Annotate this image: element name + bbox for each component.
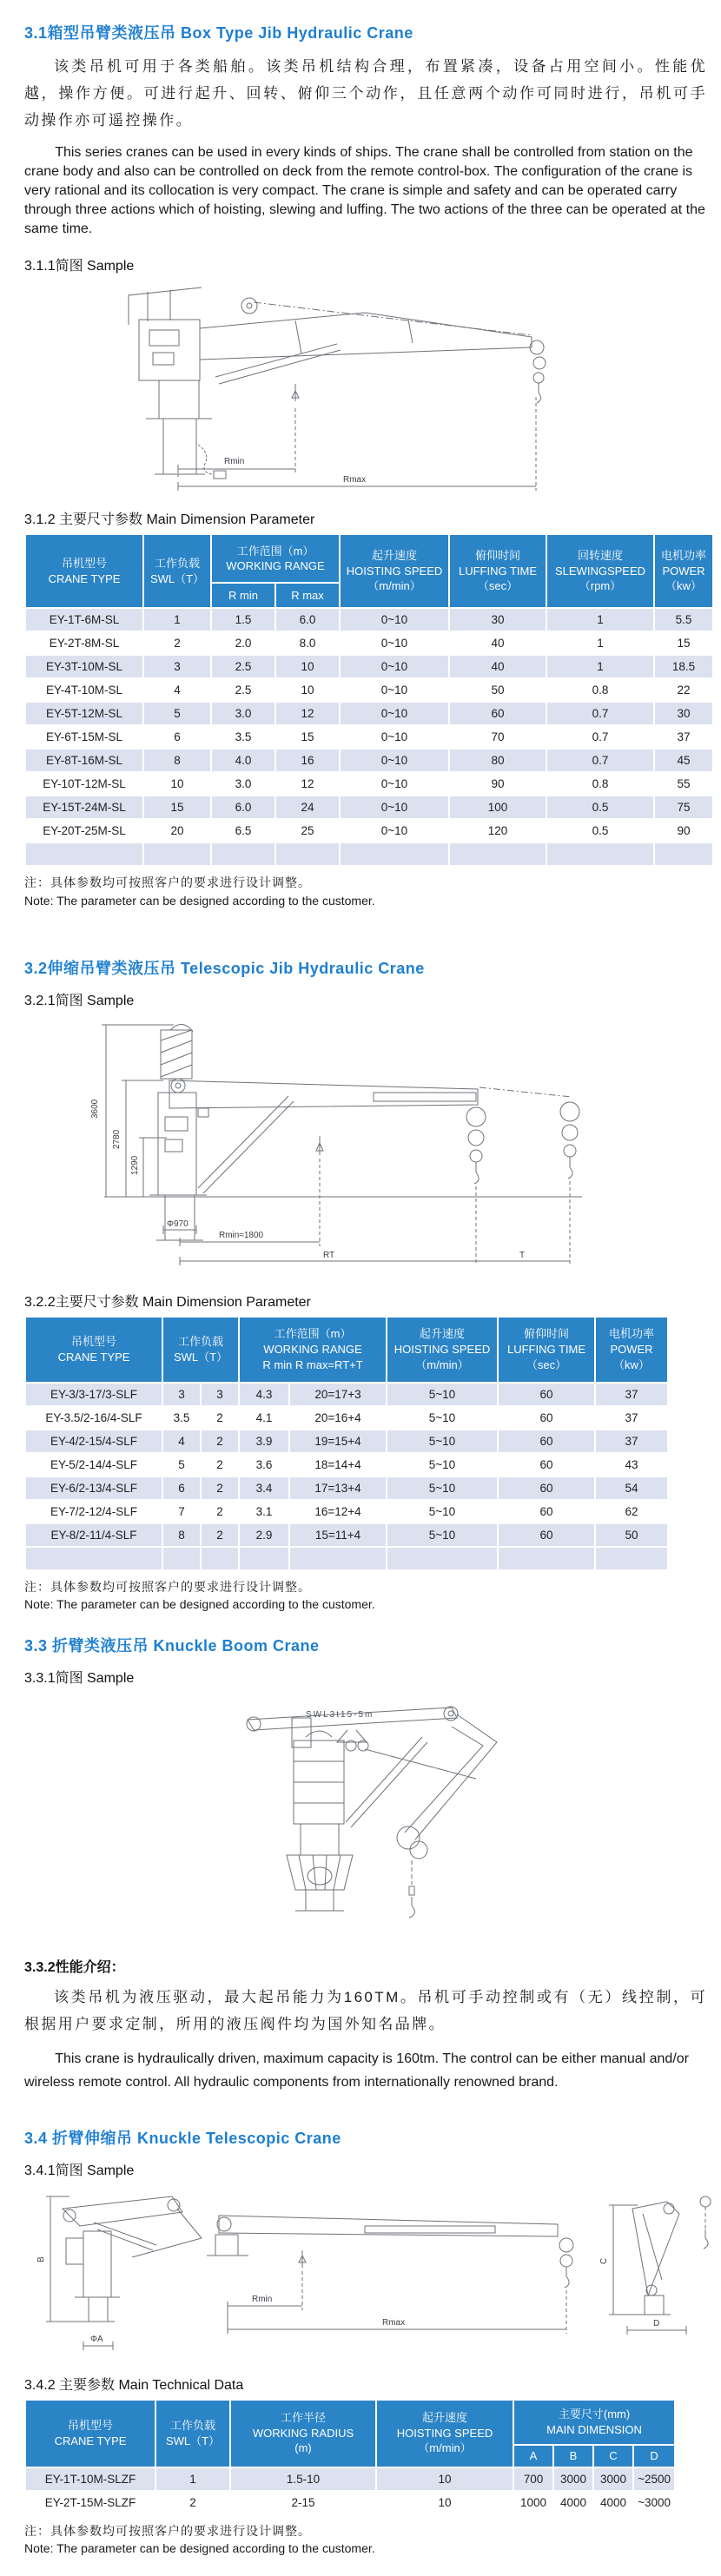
table-cell: 45 xyxy=(654,749,713,772)
table-cell: 8.0 xyxy=(275,631,340,655)
col-dim-a: A xyxy=(513,2445,553,2467)
table-cell: 2-15 xyxy=(230,2491,376,2514)
table-cell: 37 xyxy=(595,1383,668,1406)
table-cell: 30 xyxy=(449,608,546,631)
table-cell: ~2500 xyxy=(633,2467,675,2491)
table-row xyxy=(25,772,713,796)
knuckle-telescopic-crane-diagram xyxy=(0,2184,721,2358)
col-swl: 工作负载 SWL（T） xyxy=(155,2400,230,2467)
table-cell: EY-8/2-11/4-SLF xyxy=(25,1523,162,1547)
table-row xyxy=(25,702,713,725)
table-cell xyxy=(25,1547,162,1570)
table-cell: 60 xyxy=(498,1476,595,1500)
table-cell xyxy=(25,842,143,866)
table-cell: 5 xyxy=(162,1453,201,1476)
dim-label-rmax: Rmax xyxy=(382,2317,406,2328)
main-dimension-table-box-jib xyxy=(24,533,714,867)
section-3-4-1-heading: 3.4.1简图 Sample xyxy=(24,2163,135,2178)
table-cell: 1 xyxy=(546,608,654,631)
section-gap xyxy=(0,1615,721,1625)
table-cell: 0~10 xyxy=(340,772,449,796)
table-cell: 0.5 xyxy=(546,796,654,819)
table-row xyxy=(25,1453,668,1476)
table-cell: 37 xyxy=(595,1430,668,1453)
table-cell: 25 xyxy=(275,819,340,842)
table-head xyxy=(25,1317,668,1383)
table-cell: EY-6/2-13/4-SLF xyxy=(25,1476,162,1500)
table-row xyxy=(25,678,713,702)
table-cell: 3 xyxy=(201,1383,239,1406)
table-cell: 1 xyxy=(155,2467,230,2491)
section-3-2-1-heading: 3.2.1简图 Sample xyxy=(24,993,135,1008)
table-cell: EY-3.5/2-16/4-SLF xyxy=(25,1406,162,1430)
table-cell: 6.0 xyxy=(275,608,340,631)
table-cell: 30 xyxy=(654,702,713,725)
table-cell: 3.1 xyxy=(239,1500,289,1523)
table-cell: 4.3 xyxy=(239,1383,289,1406)
col-hoisting-speed: 起升速度 HOISTING SPEED （m/min） xyxy=(340,534,449,608)
table-cell: 50 xyxy=(449,678,546,702)
note-en: Note: The parameter can be designed according to the customer. xyxy=(24,893,375,908)
col-luffing-time: 俯仰时间 LUFFING TIME （sec） xyxy=(449,534,546,608)
table-row xyxy=(25,725,713,749)
table-row xyxy=(25,1406,668,1430)
table-cell: EY-4/2-15/4-SLF xyxy=(25,1430,162,1453)
table-cell xyxy=(239,1547,289,1570)
dim-label-d: D xyxy=(653,2318,660,2328)
table-cell: 20=17+3 xyxy=(289,1383,387,1406)
table-cell: 0.5 xyxy=(546,819,654,842)
table-row xyxy=(25,749,713,772)
col-luffing-time: 俯仰时间 LUFFING TIME （sec） xyxy=(498,1317,595,1383)
table-cell: 4 xyxy=(162,1430,201,1453)
table-cell: 43 xyxy=(595,1453,668,1476)
section-3-3-1-heading: 3.3.1简图 Sample xyxy=(24,1671,135,1687)
table-cell: 0.7 xyxy=(546,702,654,725)
section-3-1-1-heading: 3.1.1简图 Sample xyxy=(24,259,135,274)
table-cell: 5 xyxy=(143,702,211,725)
table-cell xyxy=(162,1547,201,1570)
table-cell: 3.0 xyxy=(211,702,275,725)
table-cell: 3.0 xyxy=(211,772,275,796)
table-cell xyxy=(654,842,713,866)
col-main-dimension: 主要尺寸(mm) MAIN DIMENSION xyxy=(513,2400,675,2445)
table-cell: 17=13+4 xyxy=(289,1476,387,1500)
col-crane-type: 吊机型号 CRANE TYPE xyxy=(25,1317,162,1383)
dim-label-rmin: Rmin xyxy=(252,2294,273,2304)
main-dimension-table-telescopic xyxy=(24,1316,669,1571)
table-row xyxy=(25,608,713,631)
table-cell: 0.7 xyxy=(546,749,654,772)
col-crane-type: 吊机型号 CRANE TYPE xyxy=(25,2400,155,2467)
table-cell: 18.5 xyxy=(654,655,713,678)
table-cell: 18=14+4 xyxy=(289,1453,387,1476)
table-cell: 0~10 xyxy=(340,725,449,749)
dim-label-c: C xyxy=(599,2257,609,2264)
table-cell: 2 xyxy=(155,2491,230,2514)
table-row xyxy=(25,819,713,842)
table-cell: 8 xyxy=(143,749,211,772)
knuckle-boom-crane-diagram xyxy=(0,1692,721,1944)
table-cell: 15 xyxy=(275,725,340,749)
col-hoisting-speed: 起升速度 HOISTING SPEED （m/min） xyxy=(376,2400,513,2467)
table-cell: 6 xyxy=(143,725,211,749)
section-3-3-paragraph-en: This crane is hydraulically driven, maximum capacity is 160tm. The control can be either manual and/or wireless remote control. All hydraulic components from internationally renowned brand. xyxy=(24,2051,689,2091)
knuckle-crane-linework xyxy=(247,1707,497,1918)
table-cell: 20 xyxy=(143,819,211,842)
table-cell: 3 xyxy=(162,1383,201,1406)
table-cell: 5~10 xyxy=(387,1476,498,1500)
table-cell: 5.5 xyxy=(654,608,713,631)
table-cell: 5~10 xyxy=(387,1383,498,1406)
table-cell: 70 xyxy=(449,725,546,749)
table-cell: EY-4T-10M-SL xyxy=(25,678,143,702)
table-cell: 16 xyxy=(275,749,340,772)
table-row xyxy=(25,842,713,866)
table-cell: EY-20T-25M-SL xyxy=(25,819,143,842)
table-cell: 100 xyxy=(449,796,546,819)
table-note xyxy=(24,2522,705,2558)
table-cell: 0~10 xyxy=(340,749,449,772)
table-cell: 80 xyxy=(449,749,546,772)
table-cell: 700 xyxy=(513,2467,553,2491)
table-note xyxy=(24,874,705,909)
section-3-1-paragraph-cn: 该类吊机可用于各类船舶。该类吊机结构合理，布置紧凑，设备占用空间小。性能优越，操作方便。可进行起升、回转、俯仰三个动作，且任意两个动作可同时进行，吊机可手动操作亦可遥控操作。 xyxy=(24,58,707,129)
dim-label-rmin1800: Rmin≈1800 xyxy=(219,1230,264,1240)
col-working-radius: 工作半径 WORKING RADIUS (m) xyxy=(230,2400,376,2467)
table-cell: 50 xyxy=(595,1523,668,1547)
knuckle-telescopic-linework xyxy=(46,2196,711,2350)
table-cell: 2 xyxy=(201,1476,239,1500)
col-hoisting-speed: 起升速度 HOISTING SPEED （m/min） xyxy=(387,1317,498,1383)
table-cell: 2.5 xyxy=(211,655,275,678)
dim-label-b: B xyxy=(36,2256,46,2262)
note-en: Note: The parameter can be designed according to the customer. xyxy=(24,1597,375,1612)
note-cn: 注：具体参数均可按照客户的要求进行设计调整。 xyxy=(24,2523,311,2538)
table-cell: ~3000 xyxy=(633,2491,675,2514)
table-cell: 2 xyxy=(201,1430,239,1453)
table-cell: 22 xyxy=(654,678,713,702)
table-cell: 60 xyxy=(498,1383,595,1406)
table-cell: 5~10 xyxy=(387,1430,498,1453)
table-row xyxy=(25,1523,668,1547)
table-cell xyxy=(211,842,275,866)
table-body xyxy=(25,608,713,866)
col-power: 电机功率 POWER （kw） xyxy=(595,1317,668,1383)
table-cell: 10 xyxy=(376,2491,513,2514)
col-crane-type: 吊机型号 CRANE TYPE xyxy=(25,534,143,608)
table-cell xyxy=(201,1547,239,1570)
table-cell: 5~10 xyxy=(387,1523,498,1547)
col-dim-c: C xyxy=(593,2445,633,2467)
table-cell: 75 xyxy=(654,796,713,819)
table-cell xyxy=(595,1547,668,1570)
table-cell: EY-3T-10M-SL xyxy=(25,655,143,678)
table-cell: 7 xyxy=(162,1500,201,1523)
table-cell: 4 xyxy=(143,678,211,702)
section-3-1-paragraph-en: This series cranes can be used in every kinds of ships. The crane shall be controlled from station on the crane body and also can be controlled on deck from the remote control-box. The configuration of the crane is very rational and its collocation is very compact. The crane is simple and safety and can be operated carry through three actions which of hoisting, slewing and luffing. The two actions of the three can be operated at the same time. xyxy=(24,144,705,237)
table-cell: 20=16+4 xyxy=(289,1406,387,1430)
table-cell xyxy=(498,1547,595,1570)
table-cell: 0~10 xyxy=(340,796,449,819)
table-cell: 60 xyxy=(498,1453,595,1476)
table-cell: EY-5T-12M-SL xyxy=(25,702,143,725)
table-cell: 2 xyxy=(201,1406,239,1430)
section-3-2-heading: 3.2伸缩吊臂类液压吊 Telescopic Jib Hydraulic Crane xyxy=(24,959,425,977)
table-row xyxy=(25,1476,668,1500)
table-cell: 0.8 xyxy=(546,678,654,702)
table-cell: EY-10T-12M-SL xyxy=(25,772,143,796)
table-cell: 2 xyxy=(201,1500,239,1523)
table-cell xyxy=(546,842,654,866)
dim-label-3600: 3600 xyxy=(90,1099,100,1119)
telescopic-jib-crane-diagram xyxy=(0,1014,721,1275)
table-cell: 6 xyxy=(162,1476,201,1500)
table-cell: 3 xyxy=(143,655,211,678)
dim-label-dia970: Φ970 xyxy=(167,1219,189,1229)
col-dim-d: D xyxy=(633,2445,675,2467)
table-cell: EY-3/3-17/3-SLF xyxy=(25,1383,162,1406)
table-cell: 37 xyxy=(654,725,713,749)
table-cell: 12 xyxy=(275,772,340,796)
col-swl: 工作负载 SWL（T） xyxy=(143,534,211,608)
section-gap xyxy=(0,911,721,948)
table-cell xyxy=(275,842,340,866)
dim-label-dia-a: ΦA xyxy=(90,2334,103,2344)
main-technical-data-table xyxy=(24,2399,676,2515)
table-cell: 90 xyxy=(654,819,713,842)
dim-label-rmin: Rmin xyxy=(224,457,245,467)
section-3-4-heading: 3.4 折臂伸缩吊 Knuckle Telescopic Crane xyxy=(24,2129,341,2147)
table-cell: 54 xyxy=(595,1476,668,1500)
table-cell: 3.5 xyxy=(211,725,275,749)
table-cell: EY-1T-10M-SLZF xyxy=(25,2467,155,2491)
note-cn: 注：具体参数均可按照客户的要求进行设计调整。 xyxy=(24,1579,311,1594)
table-cell: 0~10 xyxy=(340,608,449,631)
section-3-1-2-heading: 3.1.2 主要尺寸参数 Main Dimension Parameter xyxy=(24,512,315,528)
table-cell: 3.9 xyxy=(239,1430,289,1453)
table-cell xyxy=(143,842,211,866)
table-cell: 12 xyxy=(275,702,340,725)
section-3-3-heading: 3.3 折臂类液压吊 Knuckle Boom Crane xyxy=(24,1637,320,1655)
table-row xyxy=(25,1547,668,1570)
table-cell: 1.5-10 xyxy=(230,2467,376,2491)
table-cell: 40 xyxy=(449,655,546,678)
table-cell: 2.5 xyxy=(211,678,275,702)
note-en: Note: The parameter can be designed according to the customer. xyxy=(24,2540,375,2555)
table-note xyxy=(24,1578,705,1614)
table-cell: 90 xyxy=(449,772,546,796)
table-cell: 0.8 xyxy=(546,772,654,796)
col-r-max: R max xyxy=(275,583,340,608)
table-cell: 4000 xyxy=(553,2491,593,2514)
boom-swl-label: SWL3t15-5m xyxy=(306,1710,374,1721)
table-cell: 3.6 xyxy=(239,1453,289,1476)
table-cell: 62 xyxy=(595,1500,668,1523)
table-cell: 1 xyxy=(546,631,654,655)
section-gap xyxy=(0,2107,721,2117)
table-cell: 0.7 xyxy=(546,725,654,749)
table-cell: 60 xyxy=(449,702,546,725)
table-cell xyxy=(449,842,546,866)
table-cell: EY-2T-8M-SL xyxy=(25,631,143,655)
table-cell: 6.0 xyxy=(211,796,275,819)
table-cell: 6.5 xyxy=(211,819,275,842)
table-row xyxy=(25,2467,675,2491)
note-cn: 注：具体参数均可按照客户的要求进行设计调整。 xyxy=(24,875,311,890)
table-cell: 1 xyxy=(546,655,654,678)
table-cell: 1.5 xyxy=(211,608,275,631)
table-cell: 5~10 xyxy=(387,1500,498,1523)
telescopic-crane-linework xyxy=(102,1024,582,1265)
table-cell: 1 xyxy=(143,608,211,631)
table-row xyxy=(25,655,713,678)
table-row xyxy=(25,1430,668,1453)
col-working-range: 工作范围（m） WORKING RANGE xyxy=(211,534,340,583)
table-cell: 4.0 xyxy=(211,749,275,772)
box-jib-crane-diagram xyxy=(0,280,721,492)
box-jib-crane-linework xyxy=(129,287,546,491)
table-cell: 3.4 xyxy=(239,1476,289,1500)
table-cell: 19=15+4 xyxy=(289,1430,387,1453)
table-body xyxy=(25,2467,675,2514)
table-cell: 40 xyxy=(449,631,546,655)
table-cell: 10 xyxy=(275,678,340,702)
table-cell: 5~10 xyxy=(387,1406,498,1430)
table-cell: 8 xyxy=(162,1523,201,1547)
table-cell: EY-15T-24M-SL xyxy=(25,796,143,819)
table-head xyxy=(25,2400,675,2467)
table-cell: EY-2T-15M-SLZF xyxy=(25,2491,155,2514)
table-cell: EY-8T-16M-SL xyxy=(25,749,143,772)
table-cell: EY-5/2-14/4-SLF xyxy=(25,1453,162,1476)
dim-label-rt: RT xyxy=(323,1250,335,1260)
table-cell xyxy=(289,1547,387,1570)
table-cell: 120 xyxy=(449,819,546,842)
table-row xyxy=(25,2491,675,2514)
table-cell: 3000 xyxy=(593,2467,633,2491)
section-3-4-2-heading: 3.4.2 主要参数 Main Technical Data xyxy=(24,2377,244,2393)
table-cell: 10 xyxy=(143,772,211,796)
table-cell: 3000 xyxy=(553,2467,593,2491)
table-cell: 5~10 xyxy=(387,1453,498,1476)
dim-label-1290: 1290 xyxy=(130,1155,140,1175)
table-cell: 15=11+4 xyxy=(289,1523,387,1547)
table-cell: 16=12+4 xyxy=(289,1500,387,1523)
table-cell xyxy=(387,1547,498,1570)
table-cell: 60 xyxy=(498,1406,595,1430)
col-working-range: 工作范围（m） WORKING RANGE R min R max=RT+T xyxy=(239,1317,387,1383)
section-3-3-2-heading: 3.3.2性能介绍： xyxy=(24,1960,125,1976)
dim-label-2780: 2780 xyxy=(112,1129,122,1149)
table-cell: 4000 xyxy=(593,2491,633,2514)
table-row xyxy=(25,1500,668,1523)
table-cell: 2 xyxy=(143,631,211,655)
table-cell: 0~10 xyxy=(340,702,449,725)
table-cell: 24 xyxy=(275,796,340,819)
col-power: 电机功率 POWER （kw） xyxy=(654,534,713,608)
col-r-min: R min xyxy=(211,583,275,608)
dim-label-t: T xyxy=(519,1250,526,1260)
table-cell: 2 xyxy=(201,1523,239,1547)
table-head xyxy=(25,534,713,608)
table-cell: EY-6T-15M-SL xyxy=(25,725,143,749)
table-cell: 2.0 xyxy=(211,631,275,655)
col-dim-b: B xyxy=(553,2445,593,2467)
table-cell: 0~10 xyxy=(340,631,449,655)
table-cell: 3.5 xyxy=(162,1406,201,1430)
table-row xyxy=(25,1383,668,1406)
table-cell: 55 xyxy=(654,772,713,796)
table-cell: 60 xyxy=(498,1500,595,1523)
table-cell: 10 xyxy=(376,2467,513,2491)
table-row xyxy=(25,796,713,819)
table-cell: 60 xyxy=(498,1430,595,1453)
table-cell: 37 xyxy=(595,1406,668,1430)
section-3-1-heading: 3.1箱型吊臂类液压吊 Box Type Jib Hydraulic Crane xyxy=(24,24,413,42)
dim-label-rmax: Rmax xyxy=(343,475,367,485)
table-cell: 15 xyxy=(143,796,211,819)
col-swl: 工作负载 SWL（T） xyxy=(162,1317,239,1383)
table-cell xyxy=(340,842,449,866)
table-cell: 10 xyxy=(275,655,340,678)
table-cell: 2 xyxy=(201,1453,239,1476)
table-cell: 0~10 xyxy=(340,655,449,678)
table-cell: 1000 xyxy=(513,2491,553,2514)
table-cell: 60 xyxy=(498,1523,595,1547)
table-row xyxy=(25,631,713,655)
table-body xyxy=(25,1383,668,1570)
table-cell: 15 xyxy=(654,631,713,655)
table-cell: 0~10 xyxy=(340,678,449,702)
table-cell: EY-7/2-12/4-SLF xyxy=(25,1500,162,1523)
section-3-3-paragraph-cn: 该类吊机为液压驱动，最大起吊能力为160TM。吊机可手动控制或有（无）线控制，可根据用户要求定制，所用的液压阀件均为国外知名品牌。 xyxy=(24,1989,707,2033)
table-cell: 0~10 xyxy=(340,819,449,842)
section-3-2-2-heading: 3.2.2主要尺寸参数 Main Dimension Parameter xyxy=(24,1294,311,1310)
col-slewing-speed: 回转速度 SLEWINGSPEED （rpm） xyxy=(546,534,654,608)
table-cell: EY-1T-6M-SL xyxy=(25,608,143,631)
table-cell: 2.9 xyxy=(239,1523,289,1547)
table-cell: 4.1 xyxy=(239,1406,289,1430)
